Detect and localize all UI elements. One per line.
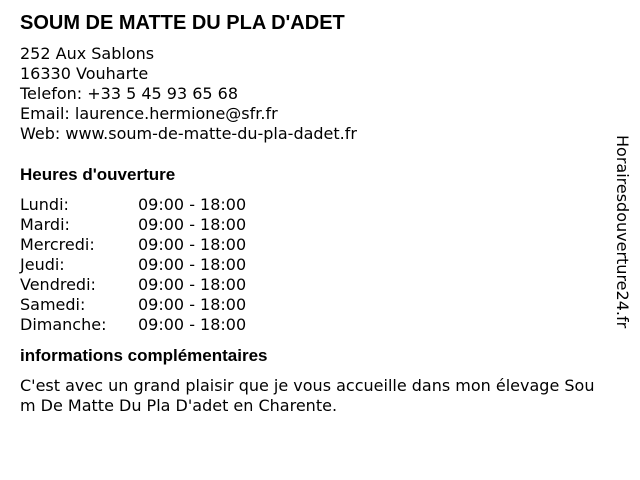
hours-time: 09:00 - 18:00 (138, 295, 247, 314)
hours-day: Dimanche: (20, 315, 107, 334)
hours-day: Mardi: (20, 215, 70, 234)
site-watermark: Horairesdouverture24.fr (613, 135, 632, 329)
hours-time: 09:00 - 18:00 (138, 235, 247, 254)
hours-day: Mercredi: (20, 235, 95, 254)
hours-time: 09:00 - 18:00 (138, 255, 247, 274)
hours-row-friday (20, 275, 595, 295)
hours-day: Jeudi: (20, 255, 65, 274)
hours-time: 09:00 - 18:00 (138, 195, 247, 214)
hours-day: Lundi: (20, 195, 69, 214)
hours-time: 09:00 - 18:00 (138, 275, 247, 294)
hours-time: 09:00 - 18:00 (138, 315, 247, 334)
opening-hours-heading: Heures d'ouverture (20, 165, 176, 184)
hours-row-tuesday (20, 215, 595, 235)
hours-row-monday (20, 195, 595, 215)
additional-info-heading: informations complémentaires (20, 346, 268, 365)
hours-row-wednesday (20, 235, 595, 255)
address-line-2: 16330 Vouharte (20, 64, 149, 83)
opening-hours-table (20, 195, 595, 335)
address-line-1: 252 Aux Sablons (20, 44, 155, 63)
hours-day: Samedi: (20, 295, 86, 314)
additional-info-text: C'est avec un grand plaisir que je vous accueille dans mon élevage Soum De Matte Du Pla D'adet en Charente. (20, 376, 595, 415)
business-name: SOUM DE MATTE DU PLA D'ADET (20, 12, 345, 34)
hours-row-saturday (20, 295, 595, 315)
hours-row-sunday (20, 315, 595, 335)
phone-line: Telefon: +33 5 45 93 65 68 (20, 84, 239, 103)
hours-day: Vendredi: (20, 275, 96, 294)
hours-row-thursday (20, 255, 595, 275)
business-card (20, 10, 595, 416)
email-line: Email: laurence.hermione@sfr.fr (20, 104, 278, 123)
hours-time: 09:00 - 18:00 (138, 215, 247, 234)
website-line: Web: www.soum-de-matte-du-pla-dadet.fr (20, 124, 357, 143)
